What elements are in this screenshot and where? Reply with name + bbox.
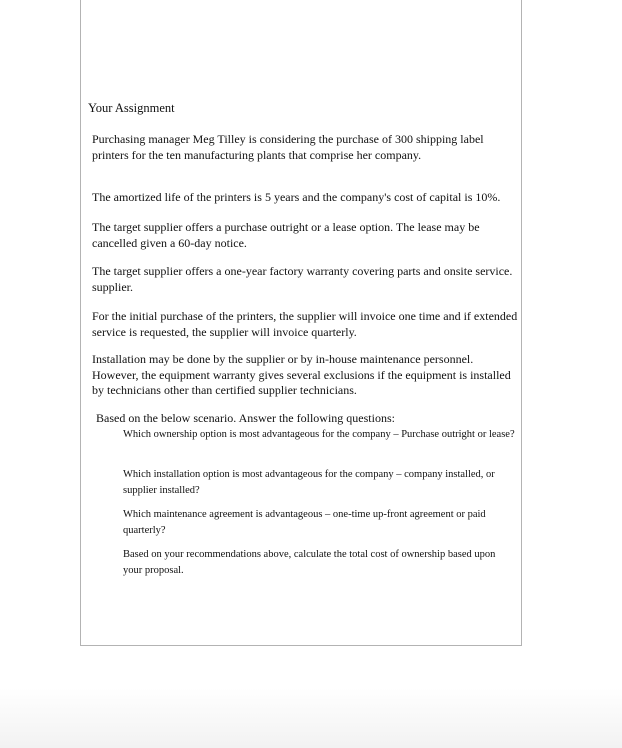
assignment-heading: Your Assignment — [88, 101, 175, 115]
question-ownership: Which ownership option is most advantageous for the company – Purchase outright or lease? — [123, 429, 515, 440]
question-total-cost: Based on your recommendations above, calculate the total cost of ownership based upon your proposal. — [123, 549, 496, 576]
questions-intro: Based on the below scenario. Answer the following questions: — [96, 411, 395, 425]
paragraph-lease-option: The target supplier offers a purchase outright or a lease option. The lease may be cancelled given a 60-day notice. — [92, 220, 480, 250]
paragraph-installation: Installation may be done by the supplier or by in-house maintenance personnel. However, the equipment warranty gives several exclusions if the equipment is installed by technicians other than certified supplier technicians. — [92, 352, 511, 397]
paragraph-warranty: The target supplier offers a one-year factory warranty covering parts and onsite service. supplier. — [92, 264, 513, 294]
paragraph-invoicing: For the initial purchase of the printers, the supplier will invoice one time and if extended service is requested, the supplier will invoice quarterly. — [92, 309, 518, 339]
question-installation: Which installation option is most advantageous for the company – company installed, or supplier installed? — [123, 469, 495, 496]
paragraph-amortized-life: The amortized life of the printers is 5 years and the company's cost of capital is 10%. — [92, 190, 501, 204]
paragraph-purchase-intro: Purchasing manager Meg Tilley is considering the purchase of 300 shipping label printers for the ten manufacturing plants that comprise her company. — [92, 132, 484, 162]
question-maintenance: Which maintenance agreement is advantageous – one-time up-front agreement or paid quarterly? — [123, 509, 486, 536]
document-page — [80, 0, 522, 646]
viewer-background — [0, 688, 622, 748]
